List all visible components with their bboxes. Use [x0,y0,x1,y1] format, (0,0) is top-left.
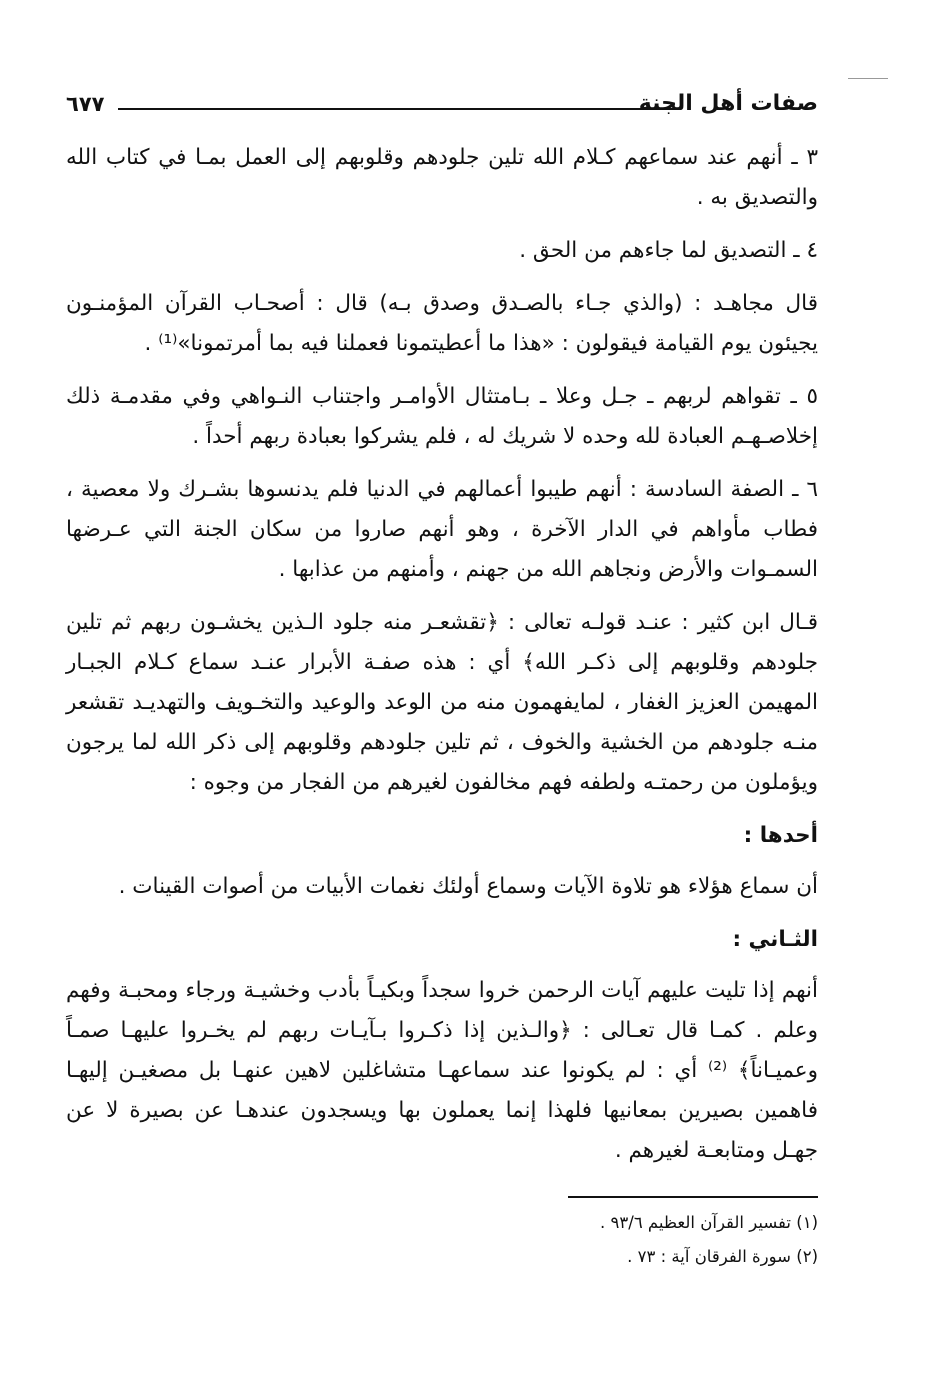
running-title: صفات أهل الجنة [638,91,818,116]
footnote-1: (١) تفسير القرآن العظيم ٩٣/٦ . [600,1213,818,1232]
paragraph-6: ٦ ـ الصفة السادسة : أنهم طيبوا أعمالهم في الدنيا فلم يدنسوها بشـرك ولا معصية ، فطاب مأواهم في الدار الآخرة ، وهو أنهم صاروا من سكان الجنة التي عـرضها السمـوات والأرض ونجاهم الله من جهنم ، وأمنهم من عذابها . [66,477,818,582]
footnote-2: (٢) سورة الفرقان آية : ٧٣ . [627,1247,818,1266]
paragraph-4: ٤ ـ التصديق لما جاءهم من الحق . [519,238,818,263]
paragraph-3: ٣ ـ أنهم عند سماعهم كـلام الله تلين جلودهم وقلوبهم إلى العمل بمـا في كتاب الله والتصديق به . [66,145,818,210]
scan-mark [848,78,888,79]
paragraph-second: أنهم إذا تليت عليهم آيات الرحمن خروا سجداً وبكيـاً بأدب وخشيـة ورجاء ومحبـة وفهم وعلم . كمـا قال تعـالى : ﴿والـذين إذا ذكـروا بـآيـات ربهم لم يخـروا عليهـا صمـاً وعميـاناً﴾ ⁽²⁾ أي : لم يكونوا عند سماعهـا متشاغلين لاهين عنهـا بل مصغيـن إليهـا فاهمين بصيرين بمعانيها فلهذا إنما يعملون بها ويسجدون عندهـا عن بصيرة لا عن جهـل ومتابعـة لغيرهم . [66,978,818,1163]
footnote-rule [568,1196,818,1198]
paragraph-ibn-kathir: قـال ابن كثير : عنـد قولـه تعالى : ﴿تقشعـر منه جلود الـذين يخشـون ربهم ثم تلين جلودهم وقلوبهم إلى ذكـر الله﴾ أي : هذه صفـة الأبرار عنـد سماع كـلام الجبـار المهيمن العزيز الغفار ، لمايفهمون منه من الوعد والوعيد والتخـويف والتهديـد تقشعر منـه جلودهم من الخشية والخوف ، ثم تلين جلودهم وقلوبهم إلى ذكر الله لما يرجون ويؤملون من رحمتـه ولطفه فهم مخالفون لغيرهم من الفجار من وجوه : [66,610,818,795]
page-header [66,86,818,122]
paragraph-mujahid: قال مجاهـد : (والذي جـاء بالصـدق وصدق بـه) قال : أصحـاب القرآن المؤمنـون يجيئون يوم القيامة فيقولون : «هذا ما أعطيتمونا فعملنا فيه بما أمرتمونا»⁽¹⁾ . [66,291,818,356]
paragraph-5: ٥ ـ تقواهم لربهم ـ جـل وعلا ـ بـامتثال الأوامـر واجتناب النـواهي وفي مقدمـة ذلك إخلاصـهـم العبادة لله وحده لا شريك له ، فلم يشركوا بعبادة ربهم أحداً . [66,384,818,449]
heading-second: الثـاني : [732,927,818,952]
heading-first: أحدها : [743,823,818,848]
header-rule [118,108,678,110]
footnotes [66,1206,818,1274]
paragraph-first: أن سماع هؤلاء هو تلاوة الآيات وسماع أولئك نغمات الأبيات من أصوات القينات . [118,874,818,899]
page-number: ٦٧٧ [66,92,105,116]
body-text [66,138,818,1184]
